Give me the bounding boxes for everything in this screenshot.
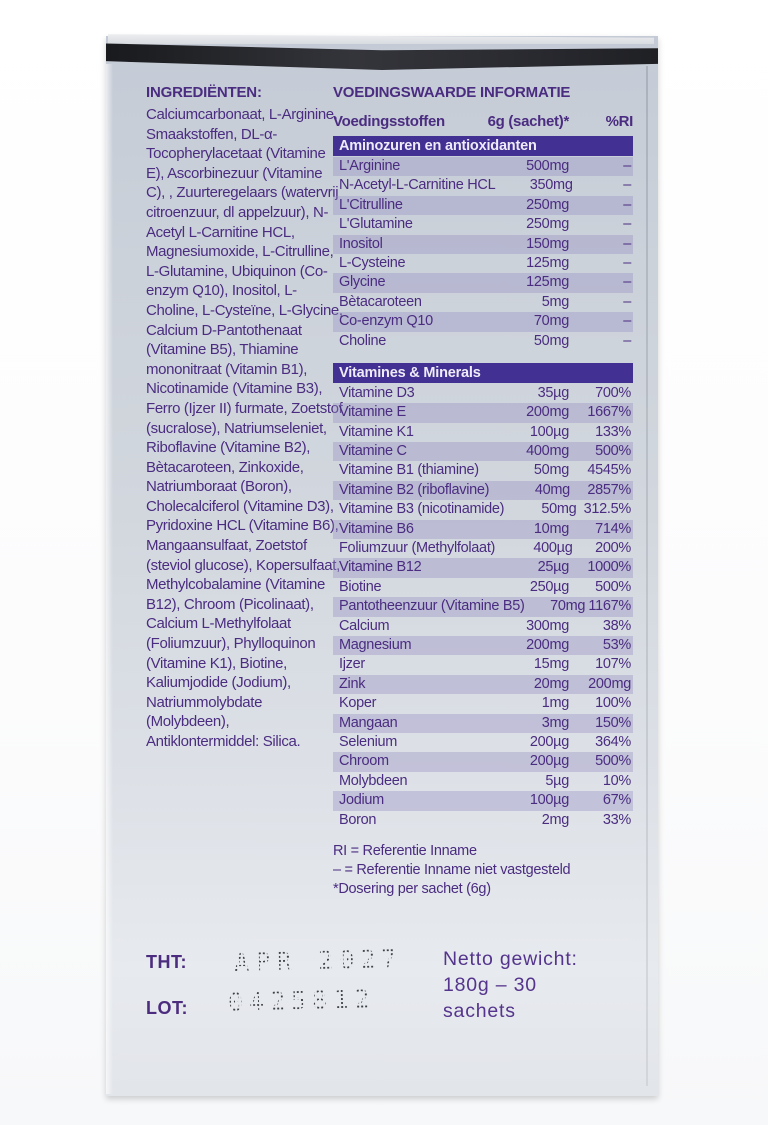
nutrient-name: Biotine (339, 578, 382, 595)
nutrient-ri: 150% (595, 714, 631, 731)
nutrient-name: Co-enzym Q10 (339, 313, 433, 330)
footnote-dosering: *Dosering per sachet (6g) (333, 880, 491, 897)
nutrient-amount: 3mg (541, 714, 569, 731)
nutrient-ri: 100% (595, 695, 631, 712)
nutrient-amount: 125mg (526, 254, 569, 271)
nutrient-row (333, 752, 633, 771)
nutrient-name: L'Arginine (339, 158, 401, 174)
nutrient-amount: 250mg (526, 216, 569, 233)
net-weight-line1: Netto gewicht: (443, 948, 578, 970)
nutrient-amount: 20mg (533, 675, 569, 692)
nutrient-name: Vitamine B2 (riboflavine) (339, 481, 490, 498)
nutrient-amount: 150mg (526, 235, 569, 252)
nutrient-amount: 400µg (533, 540, 573, 557)
nutrient-name: Vitamine K1 (339, 423, 414, 440)
nutrient-row (333, 772, 633, 791)
nutrient-amount: 100µg (529, 423, 569, 440)
nutrient-row (333, 254, 633, 273)
nutrient-amount: 300mg (526, 617, 569, 634)
nutrient-ri: – (623, 158, 631, 174)
section-heading: Vitamines & Minerals (333, 363, 633, 383)
nutrient-ri: 67% (602, 792, 631, 809)
nutrient-amount: 250mg (526, 196, 569, 213)
nutrient-row (333, 384, 633, 403)
nutrient-name: Koper (339, 695, 377, 712)
nutrition-panel (333, 84, 633, 899)
nutrient-amount: 200mg (526, 636, 569, 653)
nutrient-amount: 10mg (533, 520, 569, 537)
nutrient-row (333, 312, 633, 331)
nutrient-name: Bètacaroteen (339, 293, 422, 310)
nutrient-name: Choline (339, 332, 387, 349)
nutrient-ri: 33% (602, 811, 631, 828)
nutrient-name: Molybdeen (339, 772, 408, 789)
col-header-ri: %RI (605, 113, 633, 130)
nutrient-row (333, 157, 633, 176)
lot-number-stamp: 0425812 (227, 984, 376, 1017)
nutrient-amount: 5mg (541, 293, 569, 310)
nutrient-ri: – (623, 235, 631, 252)
nutrient-amount: 200µg (529, 753, 569, 770)
nutrient-name: Vitamine B1 (thiamine) (339, 462, 479, 479)
nutrient-ri: – (623, 332, 631, 349)
nutrition-title: VOEDINGSWAARDE INFORMATIE (333, 84, 571, 101)
nutrient-amount: 250µg (529, 578, 569, 595)
nutrient-ri: 200mg (588, 675, 631, 692)
nutrient-ri: 4545% (587, 462, 631, 479)
nutrient-name: N-Acetyl-L-Carnitine HCL (339, 177, 496, 194)
nutrient-amount: 15mg (533, 656, 569, 673)
nutrient-ri: – (623, 274, 631, 291)
nutrient-row (333, 733, 633, 752)
nutrient-name: Chroom (339, 753, 389, 770)
nutrient-name: L-Cysteine (339, 254, 406, 271)
nutrient-name: Magnesium (339, 636, 412, 653)
nutrient-amount: 200µg (529, 733, 569, 750)
nutrient-row (333, 235, 633, 254)
nutrient-row (333, 273, 633, 292)
nutrient-ri: 312.5% (583, 501, 631, 518)
net-weight-line2: 180g – 30 (443, 974, 537, 996)
nutrient-ri: 700% (595, 384, 631, 401)
nutrient-name: Ijzer (339, 656, 365, 673)
section-heading: Aminozuren en antioxidanten (333, 136, 633, 156)
nutrient-row (333, 811, 633, 830)
nutrient-row (333, 636, 633, 655)
nutrient-ri: 38% (602, 617, 631, 634)
nutrient-row (333, 442, 633, 461)
nutrient-row (333, 481, 633, 500)
nutrient-ri: 714% (595, 520, 631, 537)
net-weight-line3: sachets (443, 1000, 516, 1022)
nutrient-name: Vitamine B3 (nicotinamide) (339, 501, 505, 518)
nutrient-ri: 500% (595, 753, 631, 770)
nutrient-name: Zink (339, 675, 366, 692)
nutrient-name: Vitamine B6 (339, 520, 414, 537)
nutrient-name: Vitamine E (339, 404, 406, 421)
nutrient-ri: 2857% (587, 481, 631, 498)
nutrient-ri: 1000% (587, 559, 631, 576)
nutrient-amount: 70mg (550, 598, 586, 615)
ingredients-panel (146, 84, 344, 752)
nutrient-row (333, 403, 633, 422)
nutrient-name: L'Citrulline (339, 196, 403, 213)
footnote-dash: – = Referentie Inname niet vastgesteld (333, 861, 571, 878)
nutrient-row (333, 520, 633, 539)
nutrient-name: Glycine (339, 274, 386, 291)
nutrient-ri: – (623, 216, 631, 233)
nutrient-row (333, 215, 633, 234)
nutrient-row (333, 617, 633, 636)
col-header-amount: 6g (sachet)* (487, 113, 569, 130)
lot-label: LOT: (146, 998, 188, 1018)
nutrient-name: Vitamine D3 (339, 384, 415, 401)
nutrient-row (333, 196, 633, 215)
footnote-ri: RI = Referentie Inname (333, 842, 477, 859)
nutrient-amount: 50mg (541, 501, 577, 518)
nutrient-row (333, 694, 633, 713)
col-header-nutrient: Voedingsstoffen (333, 113, 445, 130)
box-lid-top (108, 30, 654, 44)
nutrient-ri: 133% (595, 423, 631, 440)
nutrient-row (333, 461, 633, 480)
nutrient-ri: – (623, 293, 631, 310)
nutrient-ri: – (623, 313, 631, 330)
nutrient-amount: 50mg (533, 462, 569, 479)
nutrient-amount: 25µg (537, 559, 569, 576)
nutrient-name: Vitamine B12 (339, 559, 422, 576)
nutrient-row (333, 332, 633, 351)
nutrient-amount: 350mg (529, 177, 573, 194)
nutrient-name: Selenium (339, 733, 398, 750)
nutrient-row (333, 539, 633, 558)
section-rows (333, 157, 633, 351)
nutrient-amount: 5µg (545, 772, 569, 789)
nutrition-sections (333, 136, 633, 830)
nutrient-amount: 1mg (541, 695, 569, 712)
nutrient-ri: 1167% (588, 598, 631, 615)
nutrient-name: Pantotheenzuur (Vitamine B5) (339, 598, 525, 615)
nutrient-name: Jodium (339, 792, 384, 809)
nutrient-ri: 53% (602, 636, 631, 653)
nutrient-name: Calcium (339, 617, 390, 634)
nutrient-row (333, 176, 633, 195)
nutrient-amount: 400mg (526, 443, 569, 460)
nutrient-row (333, 500, 633, 519)
nutrient-ri: 500% (595, 443, 631, 460)
nutrient-row (333, 293, 633, 312)
nutrient-name: Inositol (339, 235, 383, 252)
nutrient-amount: 100µg (529, 792, 569, 809)
box-right-crease (646, 66, 648, 1086)
nutrient-amount: 40mg (534, 481, 570, 498)
tht-label: THT: (146, 952, 187, 972)
nutrient-row (333, 791, 633, 810)
nutrient-row (333, 423, 633, 442)
nutrient-amount: 200mg (526, 404, 569, 421)
nutrition-column-headers (333, 110, 633, 130)
nutrient-name: Boron (339, 811, 377, 828)
nutrient-row (333, 655, 633, 674)
nutrient-amount: 2mg (541, 811, 569, 828)
nutrition-footnotes (333, 842, 633, 899)
nutrient-amount: 70mg (533, 313, 569, 330)
nutrient-ri: – (623, 196, 631, 213)
nutrient-amount: 50mg (533, 332, 569, 349)
box-left-highlight (106, 64, 113, 1094)
nutrient-ri: 107% (595, 656, 631, 673)
nutrient-amount: 35µg (537, 384, 569, 401)
nutrient-row (333, 675, 633, 694)
nutrient-ri: – (623, 254, 631, 271)
nutrient-ri: 364% (595, 733, 631, 750)
tht-date-stamp: APR 2027 (233, 943, 403, 978)
nutrient-name: L'Glutamine (339, 216, 413, 233)
nutrient-amount: 125mg (526, 274, 569, 291)
nutrient-name: Vitamine C (339, 443, 407, 460)
nutrient-row (333, 578, 633, 597)
ingredients-text: Calciumcarbonaat, L-Arginine, Smaakstoffen, DL-α-Tocopherylacetaat (Vitamine E), Ascorbinezuur (Vitamine C), , Zuurteregelaars (watervrij citroenzuur, dl appelzuur), N-Acetyl L-Carnitine HCL, Magnesiumoxide, L-Citrulline, L-Glutamine, Ubiquinon (Co-enzym Q10), Inositol, L-Choline, L-Cysteïne, L-Glycine, Calcium D-Pantothenaat (Vitamine B5), Thiamine mononitraat (Vitamin B1), Nicotinamide (Vitamine B3), Ferro (Ijzer II) furmate, Zoetstof (sucralose), Natriumseleniet, Riboflavine (Vitamine B2), Bètacaroteen, Zinkoxide, Natriumboraat (Boron), Cholecalciferol (Vitamine D3), Pyridoxine HCL (Vitamine B6), Mangaansulfaat, Zoetstof (steviol glucose), Kopersulfaat, Methylcobalamine (Vitamine B12), Chroom (Picolinaat), Calcium L-Methylfolaat (Foliumzuur), Phylloquinon (Vitamine K1), Biotine, Kaliumjodide (Jodium), Natriummolybdate (Molybdeen), Antiklontermiddel: Silica. (146, 106, 343, 750)
nutrient-amount: 500mg (526, 158, 569, 174)
section-rows (333, 384, 633, 830)
ingredients-title: INGREDIËNTEN: (146, 84, 262, 101)
nutrient-ri: 1667% (587, 404, 631, 421)
nutrient-row (333, 714, 633, 733)
nutrient-name: Foliumzuur (Methylfolaat) (339, 540, 496, 557)
nutrient-row (333, 597, 633, 616)
nutrient-name: Mangaan (339, 714, 398, 731)
nutrient-ri: 200% (595, 540, 631, 557)
nutrient-ri: 500% (595, 578, 631, 595)
nutrient-ri: – (623, 177, 631, 194)
net-weight (443, 946, 578, 1024)
nutrient-ri: 10% (602, 772, 631, 789)
product-box (106, 36, 658, 1096)
nutrient-row (333, 558, 633, 577)
